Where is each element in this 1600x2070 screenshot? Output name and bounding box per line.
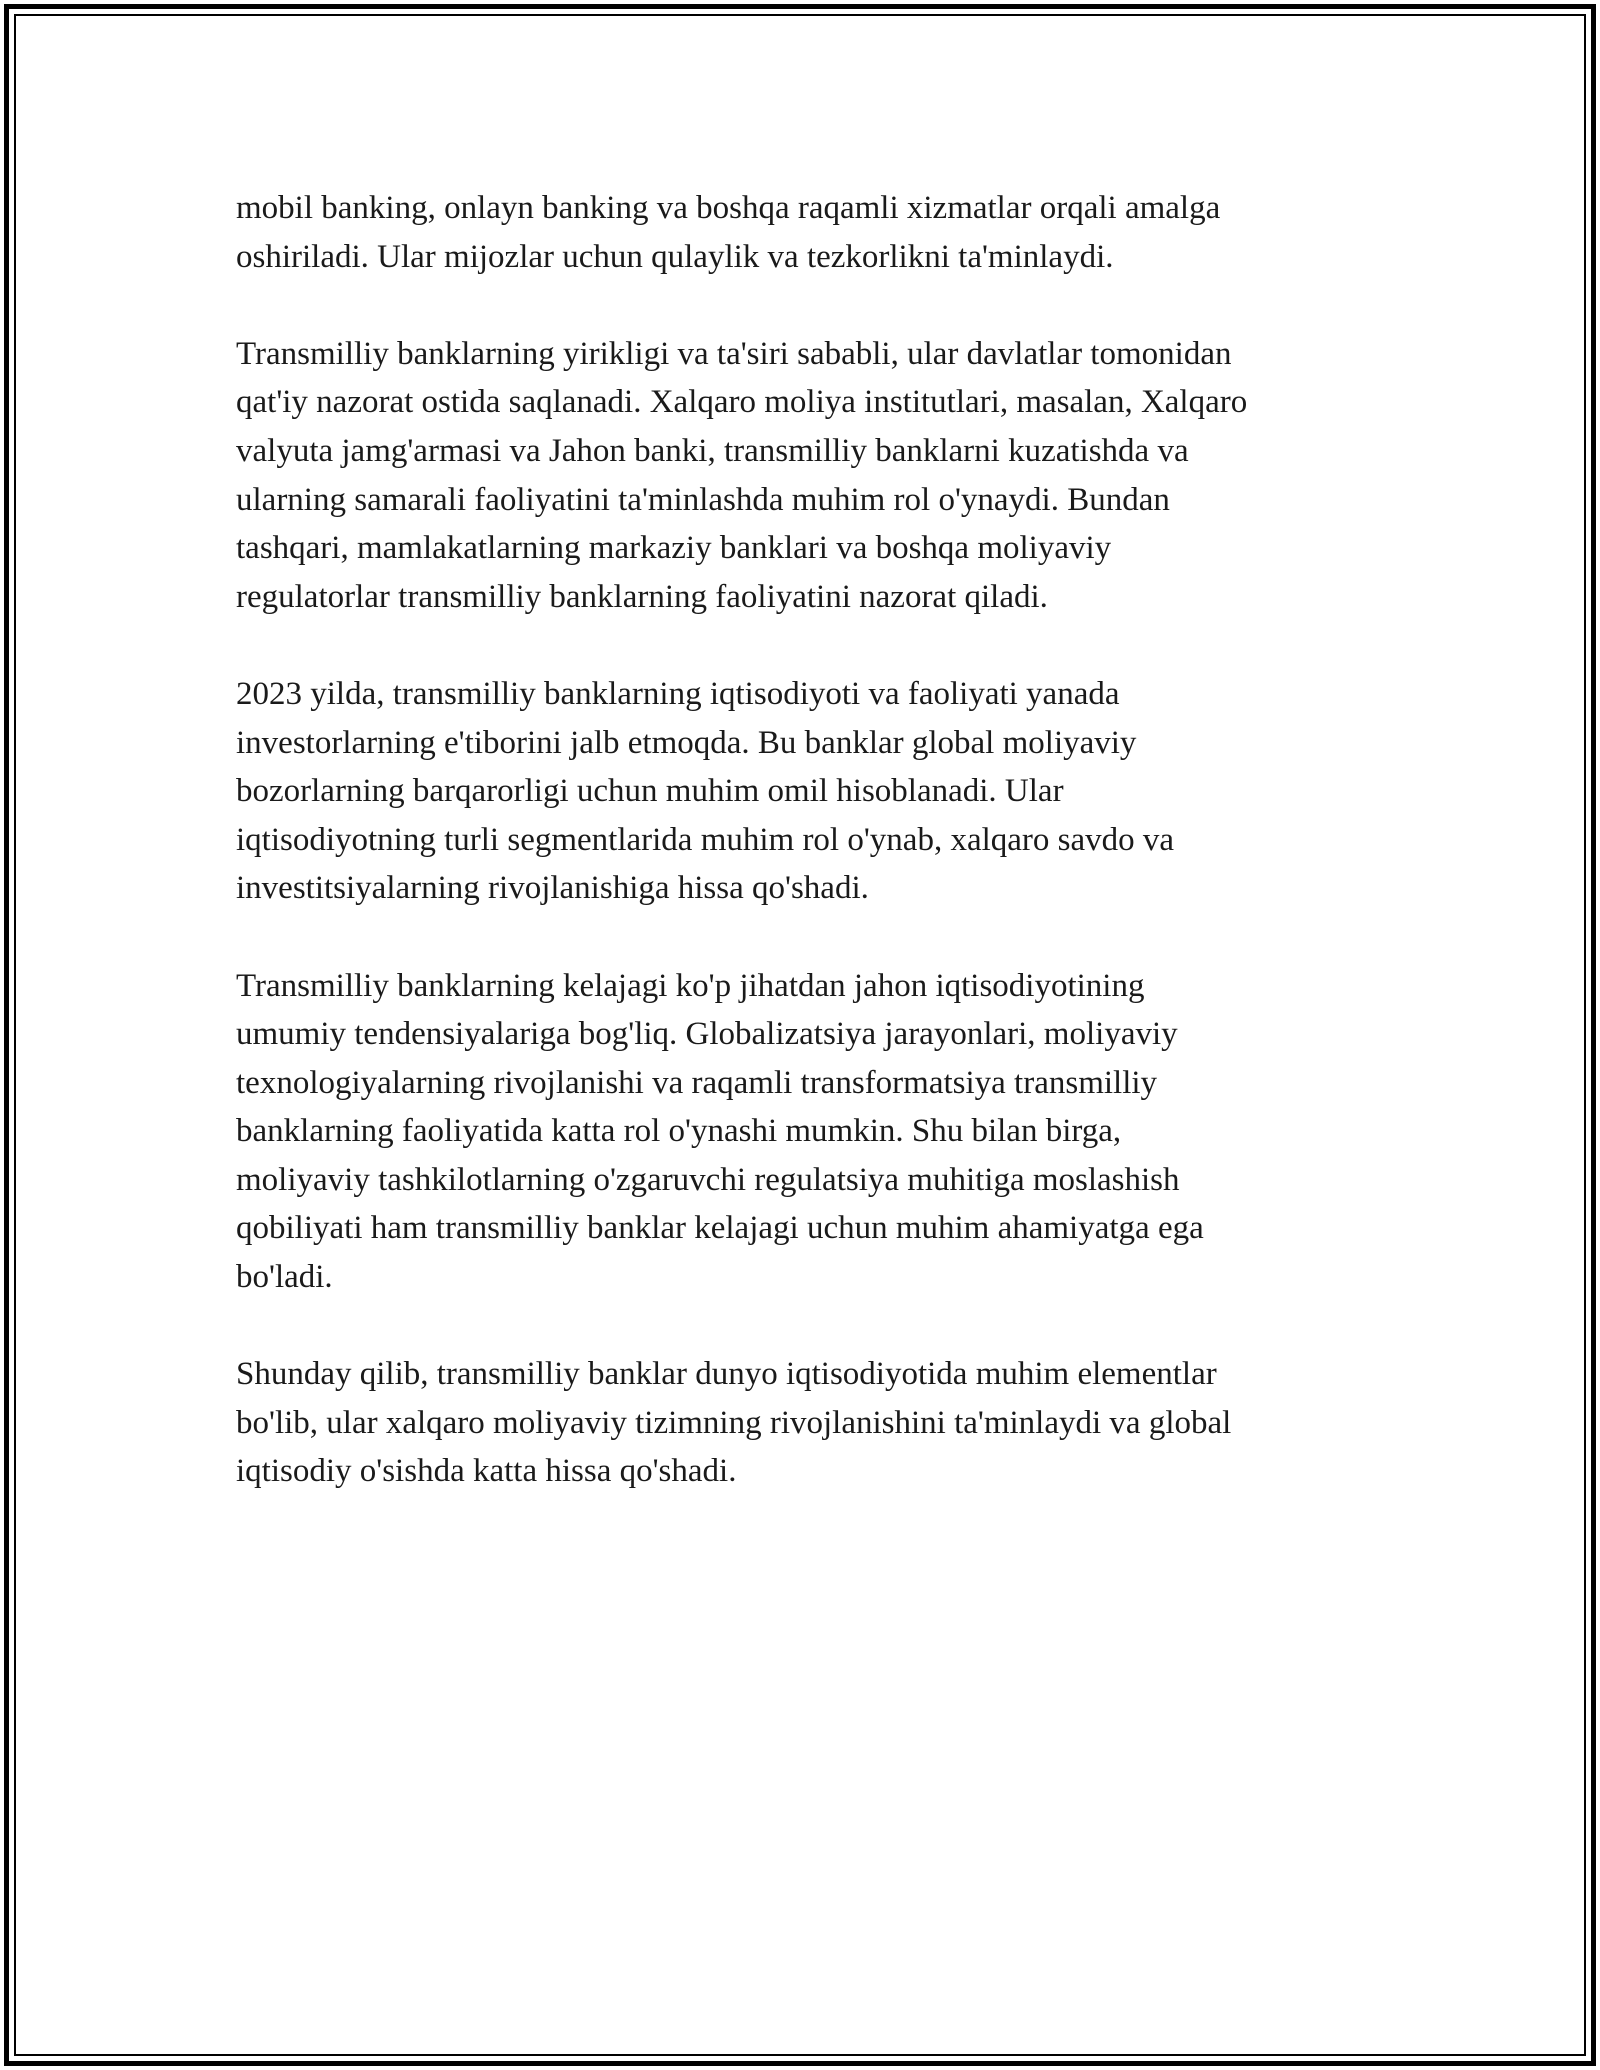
paragraph-regulation: Transmilliy banklarning yirikligi va ta'siri sababli, ular davlatlar tomonidan qat'iy nazorat ostida saqlanadi. Xalqaro moliya institutlari, masalan, Xalqaro valyuta jamg'armasi va Jahon banki, transmilliy banklarni kuzatishda va ularning samarali faoliyatini ta'minlashda muhim rol o'ynaydi. Bundan tashqari, mamlakatlarning markaziy banklari va boshqa moliyaviy regulatorlar transmilliy banklarning faoliyatini nazorat qiladi. [236,335,1248,615]
paragraph-digital-services: mobil banking, onlayn banking va boshqa raqamli xizmatlar orqali amalga oshiriladi. Ular mijozlar uchun qulaylik va tezkorlikni ta'minlaydi. [236,190,1221,275]
paragraph-2023-investors: 2023 yilda, transmilliy banklarning iqtisodiyoti va faoliyati yanada investorlarning e'tiborini jalb etmoqda. Bu banklar global moliyaviy bozorlarning barqarorligi uchun muhim omil hisoblanadi. Ular iqtisodiyotning turli segmentlarida muhim rol o'ynab, xalqaro savdo va investitsiyalarning rivojlanishiga hissa qo'shadi. [236,675,1175,907]
paragraph-future: Transmilliy banklarning kelajagi ko'p jihatdan jahon iqtisodiyotining umumiy tendensiyalariga bog'liq. Globalizatsiya jarayonlari, moliyaviy texnologiyalarning rivojlanishi va raqamli transformatsiya transmilliy banklarning faoliyatida katta rol o'ynashi mumkin. Shu bilan birga, moliyaviy tashkilotlarning o'zgaruvchi regulatsiya muhitiga moslashish qobiliyati ham transmilliy banklar kelajagi uchun muhim ahamiyatga ega bo'ladi. [236,967,1204,1296]
paragraph-conclusion: Shunday qilib, transmilliy banklar dunyo iqtisodiyotida muhim elementlar bo'lib, ular xalqaro moliyaviy tizimning rivojlanishini ta'minlaydi va global iqtisodiy o'sishda katta hissa qo'shadi. [236,1356,1232,1490]
document-body [236,184,1376,1545]
